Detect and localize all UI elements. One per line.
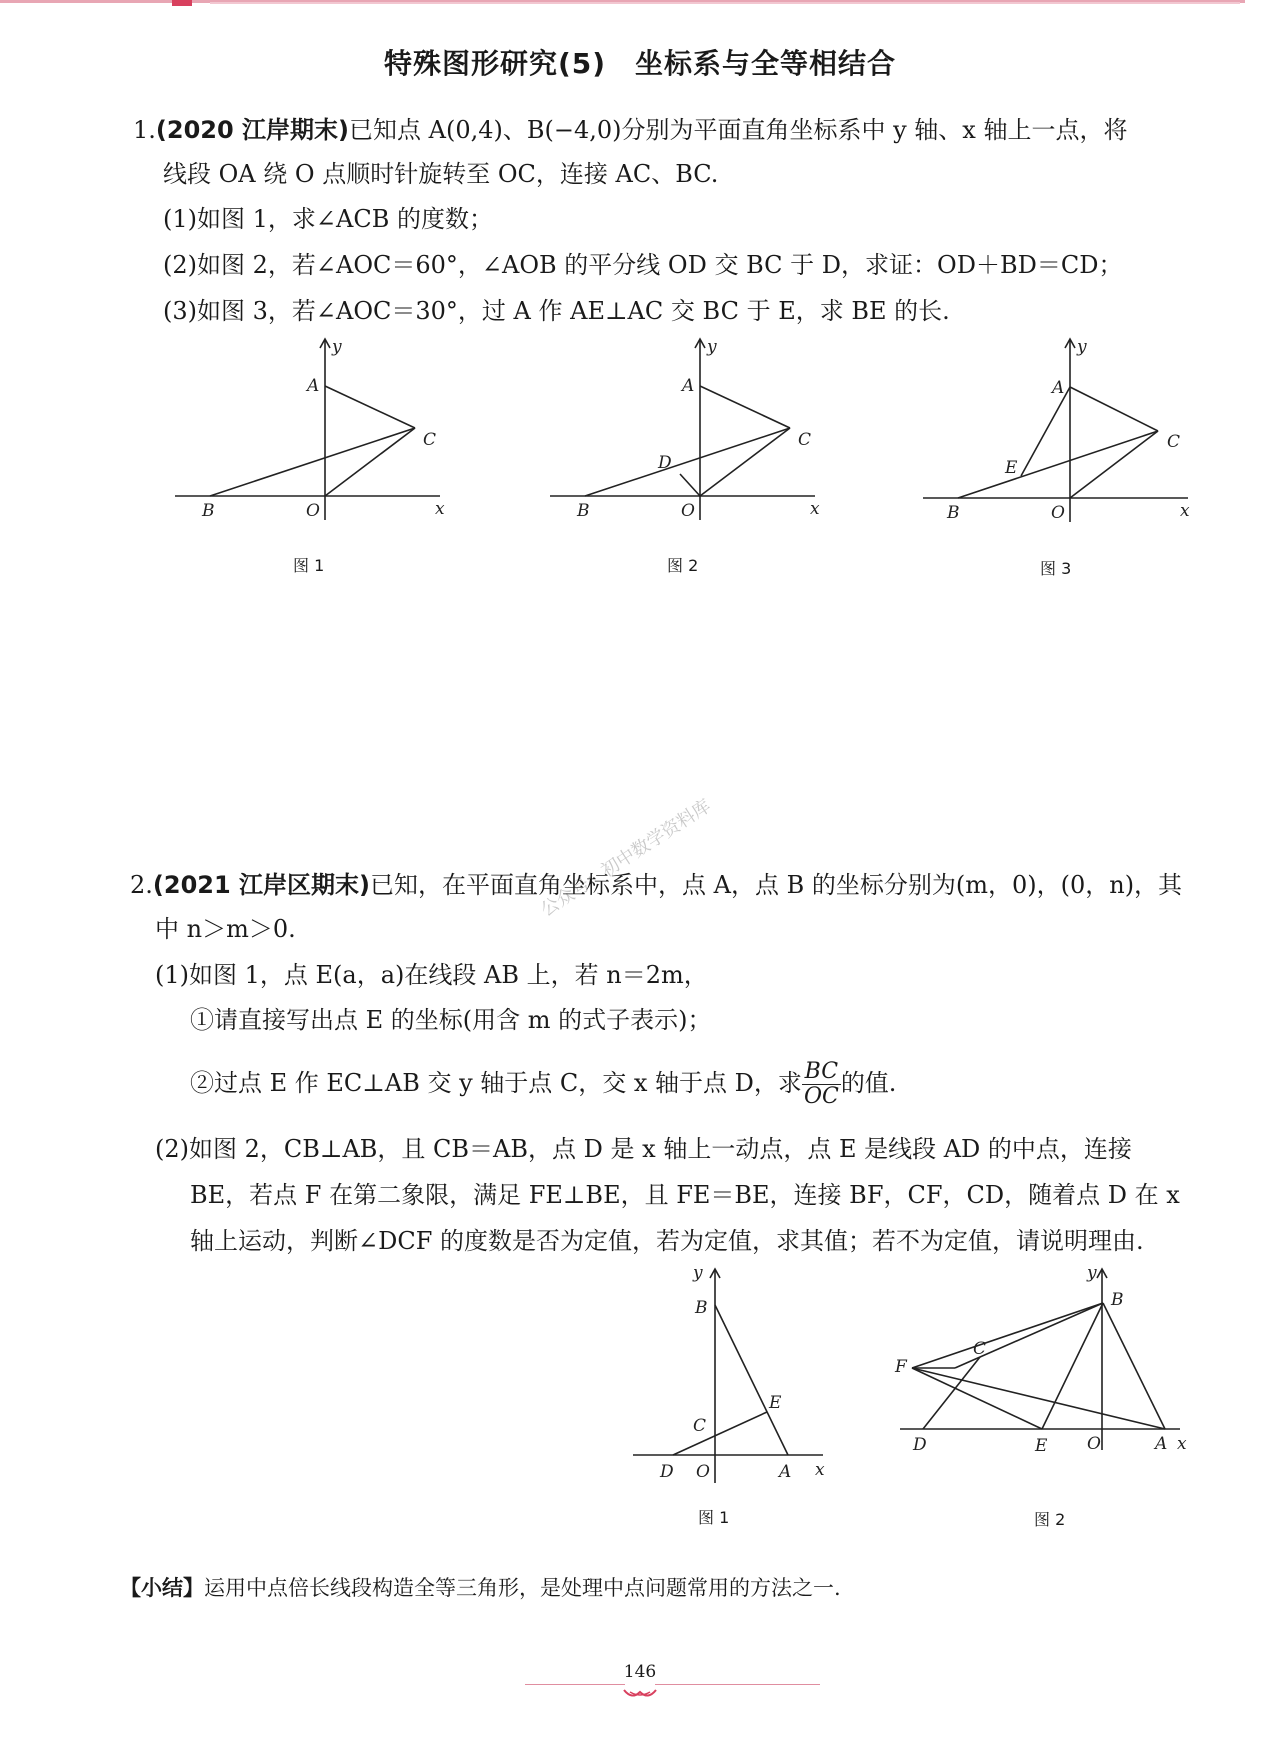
q2-part-2-line-3: 轴上运动，判断∠DCF 的度数是否为定值，若为定值，求其值；若不为定值，请说明理由. <box>190 1227 1144 1255</box>
fig2-label-y: y <box>707 337 717 357</box>
q2-fraction <box>802 1060 841 1109</box>
q2-part-1b-pre: ②过点 E 作 EC⊥AB 交 y 轴于点 C，交 x 轴于点 D，求 <box>190 1069 802 1097</box>
q1-source: (2020 江岸期末) <box>155 116 349 144</box>
fig1-label-b: B <box>202 501 215 521</box>
summary-tag: 【小结】 <box>120 1576 204 1600</box>
q2f2-label-c: C <box>973 1339 987 1359</box>
footer-rule-left <box>525 1684 625 1685</box>
q1-number: 1. <box>133 116 156 144</box>
fig2-label-c: C <box>798 430 812 450</box>
q1-figure-2 <box>545 335 835 525</box>
q2f1-label-c: C <box>693 1416 707 1436</box>
summary <box>120 1574 841 1602</box>
q2f2-label-a: A <box>1155 1434 1168 1454</box>
fig1-label-a: A <box>307 376 320 396</box>
q2-part-2-line-1: (2)如图 2，CB⊥AB，且 CB＝AB，点 D 是 x 轴上一动点，点 E 是线段 AD 的中点，连接 <box>155 1135 1132 1163</box>
top-decoration <box>0 0 1280 10</box>
q2-part-1b-post: 的值. <box>840 1069 897 1097</box>
q2f1-label-d: D <box>660 1462 674 1482</box>
q2f2-label-d: D <box>913 1435 927 1455</box>
q2f1-label-o: O <box>696 1462 710 1482</box>
fig1-label-c: C <box>423 430 437 450</box>
q2-line-2: 中 n＞m＞0. <box>155 915 296 943</box>
q2-number: 2. <box>130 871 153 899</box>
q2f2-label-e: E <box>1035 1436 1048 1456</box>
q2f1-label-b: B <box>695 1298 708 1318</box>
q2-text-1: 已知，在平面直角坐标系中，点 A，点 B 的坐标分别为(m，0)，(0，n)，其 <box>370 871 1183 899</box>
q2f2-label-x: x <box>1177 1434 1187 1454</box>
fig3-label-a: A <box>1052 378 1065 398</box>
fig3-label-y: y <box>1077 337 1087 357</box>
fig1-label-o: O <box>306 501 320 521</box>
q2f1-label-y: y <box>693 1263 703 1283</box>
q1-text-1: 已知点 A(0,4)、B(−4,0)分别为平面直角坐标系中 y 轴、x 轴上一点，将 <box>349 116 1128 144</box>
watermark: 公众号：初中数学资料库 <box>537 795 715 921</box>
fraction-denominator: OC <box>803 1084 839 1109</box>
fraction-numerator: BC <box>802 1060 841 1085</box>
fig3-label-x: x <box>1180 501 1190 521</box>
fig3-label-o: O <box>1051 503 1065 523</box>
q2-figure-2 <box>895 1265 1215 1485</box>
fig1-label-y: y <box>332 337 342 357</box>
q2-line-1 <box>130 870 1182 900</box>
q2f2-label-o: O <box>1087 1434 1101 1454</box>
fig2-label-d: D <box>658 453 672 473</box>
q1-part-1: (1)如图 1，求∠ACB 的度数； <box>163 205 493 233</box>
q1-fig2-caption: 图 2 <box>667 556 699 575</box>
q2-part-1a: ①请直接写出点 E 的坐标(用含 m 的式子表示)； <box>190 1006 712 1034</box>
footer-ornament-icon <box>622 1686 658 1700</box>
q1-fig1-caption: 图 1 <box>293 556 325 575</box>
fig3-label-c: C <box>1167 432 1181 452</box>
q2f1-label-x: x <box>815 1460 825 1480</box>
fig3-label-b: B <box>947 503 960 523</box>
q2f1-label-a: A <box>779 1462 792 1482</box>
fig2-label-o: O <box>681 501 695 521</box>
q1-figure-3 <box>918 335 1208 525</box>
q2-figure-1 <box>625 1265 845 1505</box>
fig2-label-a: A <box>682 376 695 396</box>
q2-part-1b <box>190 1055 896 1111</box>
q2f2-label-f: F <box>895 1357 907 1377</box>
q1-part-2: (2)如图 2，若∠AOC＝60°，∠AOB 的平分线 OD 交 BC 于 D，求证：OD＋BD＝CD； <box>163 251 1123 279</box>
fig1-label-x: x <box>435 499 445 519</box>
q2f2-label-b: B <box>1111 1290 1124 1310</box>
q1-fig3-caption: 图 3 <box>1040 559 1072 578</box>
q2-fig2-caption: 图 2 <box>1034 1510 1066 1529</box>
page-title: 特殊图形研究(5) 坐标系与全等相结合 <box>383 47 897 80</box>
q1-figure-1 <box>170 335 460 525</box>
fig3-label-e: E <box>1005 458 1018 478</box>
q2f1-label-e: E <box>769 1393 782 1413</box>
fig2-label-b: B <box>577 501 590 521</box>
q1-line-2: 线段 OA 绕 O 点顺时针旋转至 OC，连接 AC、BC. <box>163 160 719 188</box>
q2-part-2-line-2: BE，若点 F 在第二象限，满足 FE⊥BE，且 FE＝BE，连接 BF，CF，CD，随着点 D 在 x <box>190 1181 1180 1209</box>
fig2-label-x: x <box>810 499 820 519</box>
q1-part-3: (3)如图 3，若∠AOC＝30°，过 A 作 AE⊥AC 交 BC 于 E，求 BE 的长. <box>163 297 950 325</box>
q1-line-1 <box>133 115 1127 145</box>
q2-source: (2021 江岸区期末) <box>152 871 370 899</box>
footer-rule-right <box>655 1684 820 1685</box>
q2-part-1: (1)如图 1，点 E(a，a)在线段 AB 上，若 n＝2m， <box>155 961 708 989</box>
q2f2-label-y: y <box>1087 1263 1097 1283</box>
q2-fig1-caption: 图 1 <box>698 1508 730 1527</box>
summary-text: 运用中点倍长线段构造全等三角形，是处理中点问题常用的方法之一. <box>204 1576 841 1600</box>
page-number: 146 <box>623 1662 657 1682</box>
